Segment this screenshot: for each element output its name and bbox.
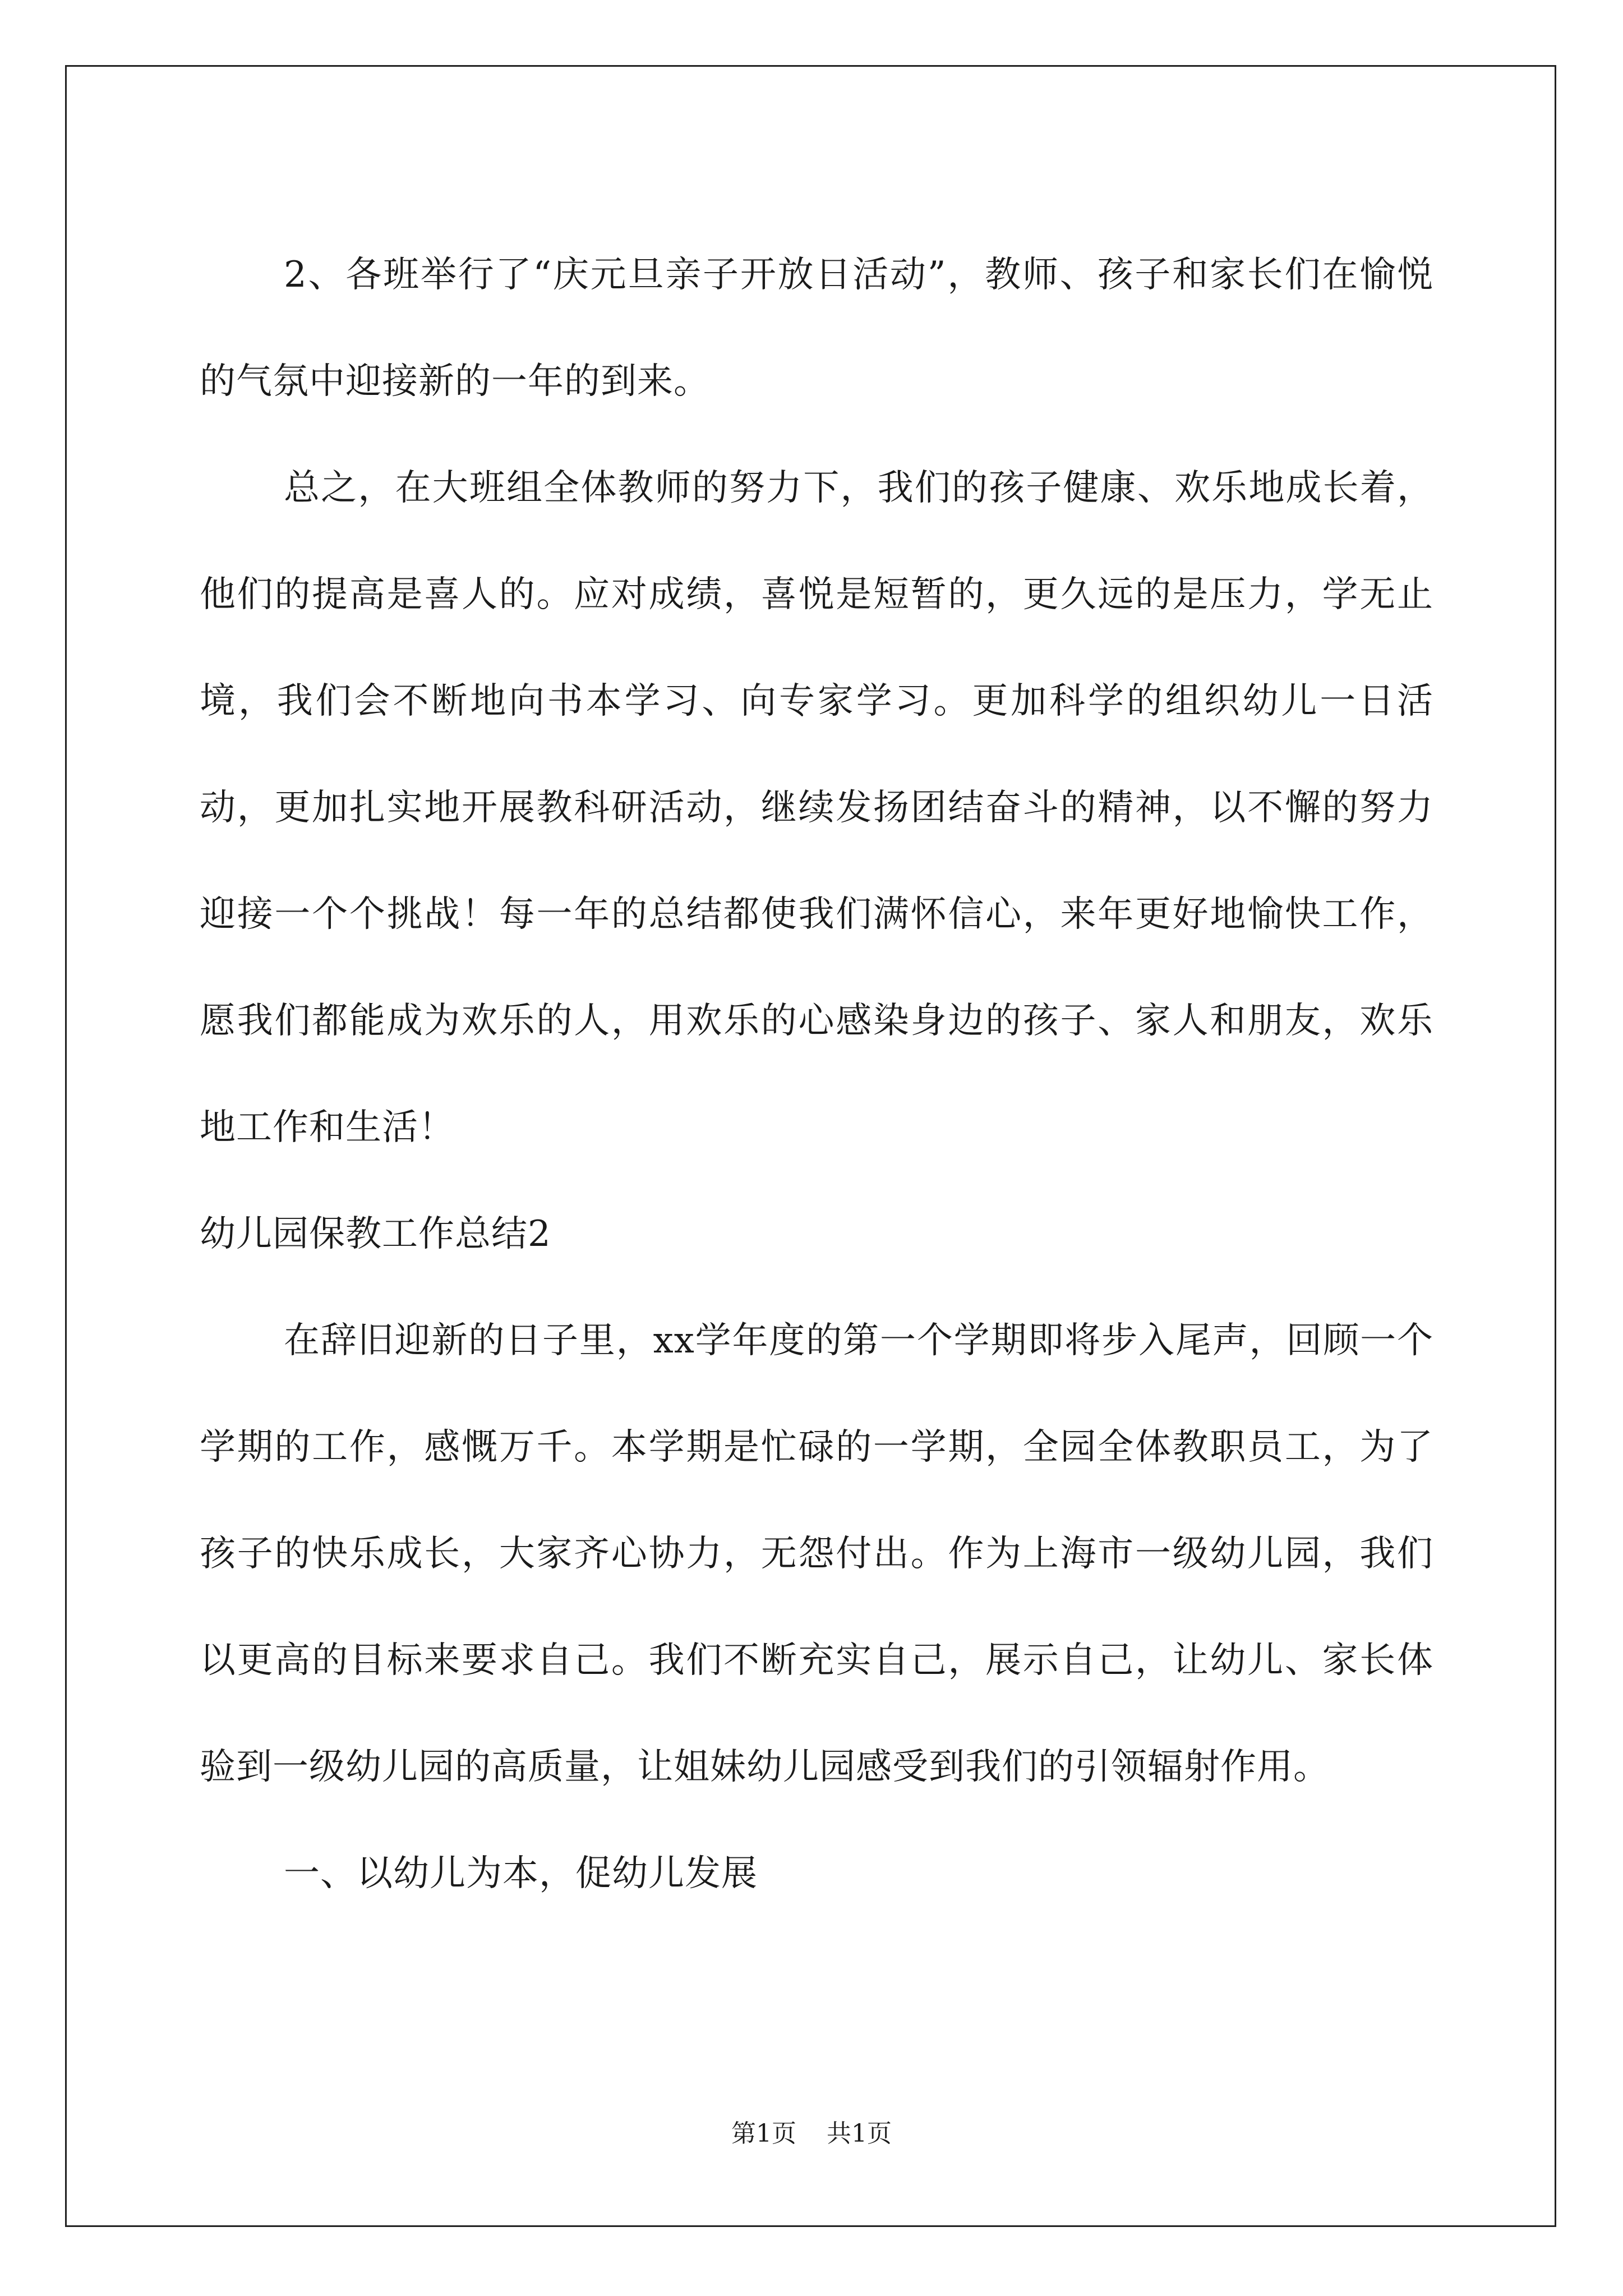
document-body [200, 222, 1433, 1927]
paragraph-semester-review: 在辞旧迎新的日子里，xx学年度的第一个学期即将步入尾声，回顾一个学期的工作，感慨万千。本学期是忙碌的一学期，全园全体教职员工，为了孩子的快乐成长，大家齐心协力，无怨付出。作为上海市一级幼儿园，我们以更高的目标来要求自己。我们不断充实自己，展示自己，让幼儿、家长体验到一级幼儿园的高质量，让姐妹幼儿园感受到我们的引领辐射作用。 [200, 1320, 1433, 1788]
paragraph-summary: 总之，在大班组全体教师的努力下，我们的孩子健康、欢乐地成长着，他们的提高是喜人的。应对成绩，喜悦是短暂的，更久远的是压力，学无止境，我们会不断地向书本学习、向专家学习。更加科学的组织幼儿一日活动，更加扎实地开展教科研活动，继续发扬团结奋斗的精神，以不懈的努力迎接一个个挑战！每一年的总结都使我们满怀信心，来年更好地愉快工作，愿我们都能成为欢乐的人，用欢乐的心感染身边的孩子、家人和朋友，欢乐地工作和生活！ [200, 467, 1433, 1148]
paragraph-new-year-activity: 2、各班举行了“庆元旦亲子开放日活动”，教师、孩子和家长们在愉悦的气氛中迎接新的一年的到来。 [200, 254, 1433, 402]
page-footer [0, 2117, 1623, 2151]
page-number: 第1页 [731, 2119, 796, 2148]
page-total: 共1页 [827, 2119, 892, 2148]
section-title: 幼儿园保教工作总结2 [200, 1213, 551, 1255]
paragraph-section-one-heading: 一、以幼儿为本，促幼儿发展 [284, 1853, 758, 1894]
